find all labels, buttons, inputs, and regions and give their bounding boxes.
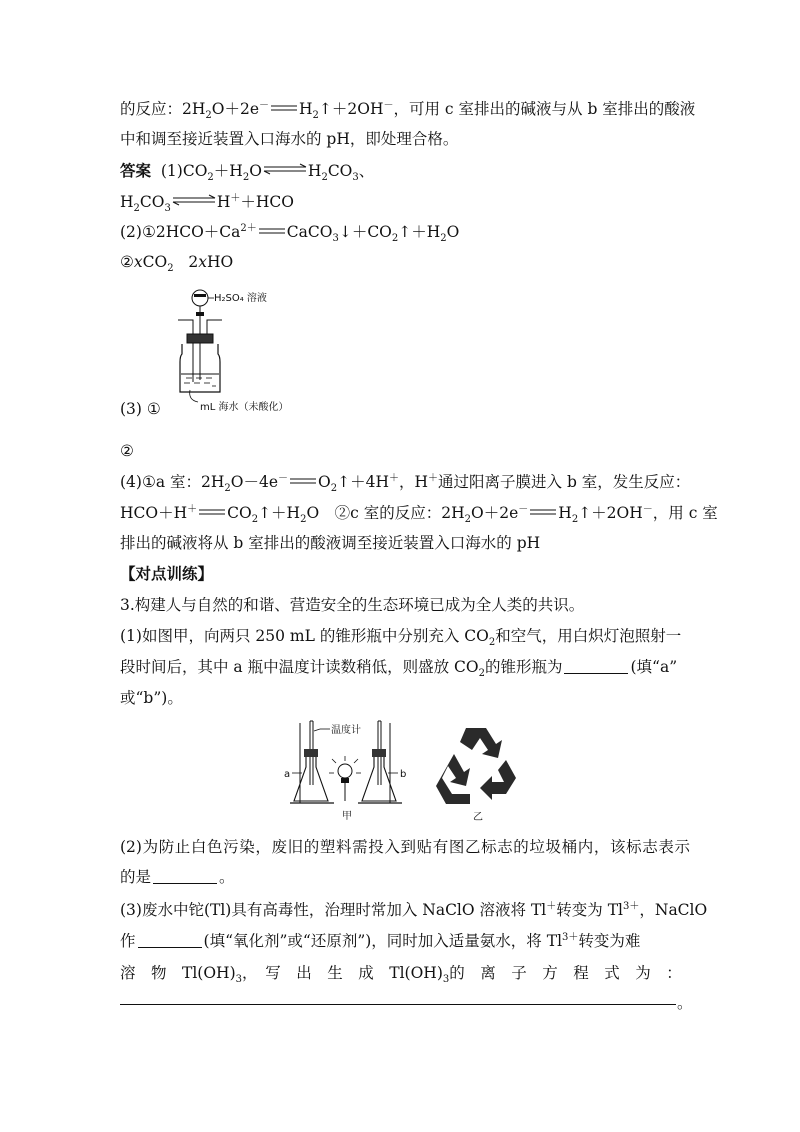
question-part-3b	[120, 930, 690, 952]
reversible-arrow	[171, 194, 217, 206]
text: ，可用 c 室排出的碱液与从 b 室排出的酸液	[393, 100, 696, 118]
question-part-3c	[120, 962, 690, 984]
figure-caption: 甲	[342, 811, 352, 822]
figure-caption: 乙	[473, 812, 483, 823]
subscript: 2	[133, 203, 140, 215]
answer-blank[interactable]	[138, 933, 202, 948]
flask-label-b: b	[400, 769, 407, 780]
superscript: －	[278, 472, 289, 484]
text: (填“氧化剂”或“还原剂”)，同时加入适量氨水，将 Tl	[203, 932, 563, 950]
subscript: 2	[391, 233, 399, 245]
equals-sign	[288, 477, 318, 485]
question-part-2: (2)为防止白色污染，废旧的塑料需投入到贴有图乙标志的垃圾桶内，该标志表示	[120, 838, 690, 856]
superscript: ＋	[428, 472, 439, 484]
subscript: 2	[242, 172, 250, 184]
subscript: 2	[300, 514, 307, 526]
text: HCO＋H	[120, 504, 188, 522]
subscript: 3	[352, 172, 359, 184]
answer-line-1	[120, 160, 690, 182]
text: (3)废水中铊(Tl)具有高毒性，治理时常加入 NaClO 溶液将 Tl	[120, 901, 547, 919]
answer-label: 答案	[120, 162, 152, 180]
subscript: 2	[330, 483, 338, 495]
subscript: 2	[440, 233, 447, 245]
text: O＋2e	[471, 504, 519, 522]
question-part-2b	[120, 866, 690, 888]
text: ＋H	[213, 162, 243, 180]
equals-sign	[269, 104, 299, 112]
superscript: －	[642, 503, 653, 515]
recycling-icon	[432, 720, 522, 824]
section-header: 【对点训练】	[120, 565, 214, 583]
answer-blank[interactable]	[564, 659, 628, 674]
text: H	[307, 162, 322, 180]
text: (1)CO	[160, 162, 208, 180]
text: CO	[139, 193, 165, 211]
text-line	[120, 98, 696, 122]
text: (2)①2HCO＋Ca	[120, 223, 241, 241]
text: ，H	[399, 473, 429, 491]
answer-line-4b	[120, 502, 718, 526]
answer-line-3b: ②	[120, 442, 134, 460]
text-line: 中和调至接近装置入口海水的 pH，即处理合格。	[120, 130, 459, 148]
text: ↑＋H	[258, 504, 301, 522]
text: (填“a”	[630, 658, 678, 676]
superscript: 3＋	[623, 900, 640, 912]
text: 。	[219, 868, 235, 886]
text: O＋2e	[211, 100, 260, 118]
text: ↓＋CO	[338, 223, 392, 241]
text: 转变为 Tl	[556, 901, 623, 919]
question-part-1	[120, 625, 690, 647]
text: 的 离 子 方 程 式 为 ：	[449, 964, 682, 982]
text: O	[318, 473, 331, 491]
answer-line-4c: 排出的碱液将从 b 室排出的酸液调至接近装置入口海水的 pH	[120, 534, 541, 552]
text: 溶 物 Tl(OH)	[120, 964, 236, 982]
answer-line-3: (3) ①	[120, 400, 161, 418]
text: ②	[120, 253, 134, 271]
question-stem: 3.构建人与自然的和谐、营造安全的生态环境已成为全人类的共识。	[120, 596, 585, 614]
text: 段时间后，其中 a 瓶中温度计读数稍低，则盛放 CO	[120, 658, 479, 676]
text: x	[133, 253, 143, 271]
subscript: 2	[478, 668, 485, 680]
answer-line-2	[120, 221, 690, 243]
answer-line-1b	[120, 191, 690, 213]
subscript: 2	[488, 637, 496, 649]
superscript: ＋	[389, 472, 399, 484]
superscript: 2＋	[240, 222, 257, 234]
subscript: 2	[321, 172, 328, 184]
text: x	[198, 253, 208, 271]
subscript: 3	[164, 203, 171, 215]
question-part-1c: 或“b”)。	[120, 689, 183, 707]
text: H	[216, 193, 231, 211]
subscript: 2	[224, 483, 231, 495]
equals-sign	[197, 508, 227, 516]
subscript: 3	[332, 233, 339, 245]
question-part-1b	[120, 656, 690, 678]
text: CO	[227, 504, 252, 522]
subscript: 2	[312, 110, 319, 122]
text: 转变为难	[578, 932, 641, 950]
question-part-3	[120, 899, 708, 921]
text: ，NaClO	[639, 901, 708, 919]
subscript: 3	[442, 974, 450, 986]
answer-line-blank[interactable]	[120, 1004, 676, 1005]
text: CO	[327, 162, 353, 180]
text: H	[299, 100, 313, 118]
text: O ②c 室的反应：2H	[306, 504, 465, 522]
subscript: 2	[205, 110, 212, 122]
text: (4)①a 室：2H	[120, 473, 225, 491]
superscript: －	[383, 99, 394, 111]
text: HO	[207, 253, 234, 271]
equals-sign	[257, 227, 287, 235]
superscript: －	[518, 503, 529, 515]
subscript: 2	[464, 514, 472, 526]
text: ↑＋H	[398, 223, 441, 241]
subscript: 3	[235, 974, 242, 986]
flasks-lamp-figure	[278, 715, 418, 823]
text: ↑＋2OH	[318, 100, 384, 118]
text: H	[558, 504, 572, 522]
text: H	[120, 193, 134, 211]
figure-label: H₂SO₄ 溶液	[214, 293, 267, 304]
subscript: 2	[207, 172, 214, 184]
text: CaCO	[286, 223, 333, 241]
text: (1)如图甲，向两只 250 mL 的锥形瓶中分别充入 CO	[120, 627, 489, 645]
answer-blank[interactable]	[153, 869, 217, 884]
flask-label-a: a	[284, 769, 291, 780]
text: 的锥形瓶为	[484, 658, 563, 676]
subscript: 2	[167, 263, 174, 275]
superscript: ＋	[546, 900, 557, 912]
text: 2	[188, 253, 199, 271]
text: 和空气，用白炽灯泡照射一	[495, 627, 682, 645]
text: 作	[120, 932, 136, 950]
text: 、	[358, 162, 375, 180]
answer-line-4	[120, 471, 690, 493]
period: 。	[677, 994, 693, 1012]
superscript: －	[259, 99, 270, 111]
text: O	[446, 223, 460, 241]
text: ＋HCO	[240, 193, 294, 211]
titration-apparatus-figure	[160, 282, 310, 417]
figure-label: mL 海水（未酸化）	[200, 402, 289, 413]
text: ↑＋4H	[337, 473, 389, 491]
superscript: ＋	[230, 192, 241, 204]
answer-line-2b	[120, 251, 690, 273]
text: 的是	[120, 868, 152, 886]
text: 的反应：2H	[120, 100, 206, 118]
subscript: 2	[571, 514, 579, 526]
reversible-arrow	[262, 163, 308, 175]
equals-sign	[528, 508, 558, 516]
text: ，用 c 室	[652, 504, 718, 522]
text: ↑＋2OH	[578, 504, 643, 522]
text: 通过阳离子膜进入 b 室，发生反应：	[438, 473, 691, 491]
superscript: ＋	[187, 503, 198, 515]
text: O－4e	[230, 473, 279, 491]
superscript: 3＋	[562, 931, 579, 943]
text: O	[249, 162, 262, 180]
figure-label: 温度计	[331, 725, 361, 736]
subscript: 2	[251, 514, 259, 526]
text: CO	[142, 253, 168, 271]
text: ， 写 出 生 成 Tl(OH)	[242, 964, 443, 982]
